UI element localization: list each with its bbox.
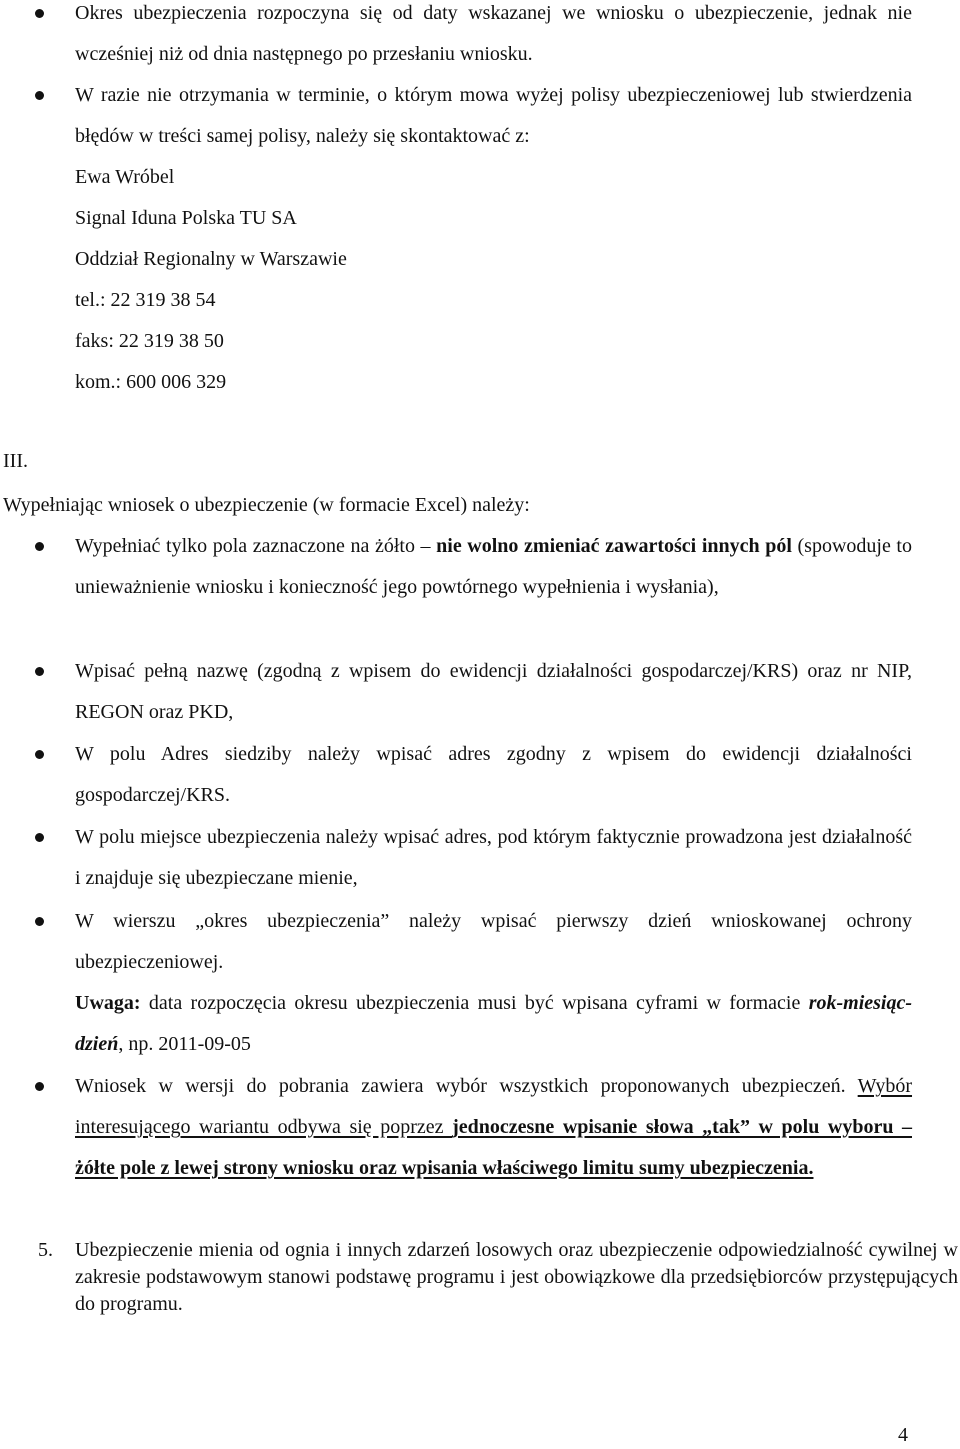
point-basic-insurance: Ubezpieczenie mienia od ognia i innych zdarzeń losowych oraz ubezpieczenie odpowiedzialność cywilnej w zakresie podstawowym stanowi podstawę programu i jest obowiązkowe dla przedsiębiorców przystępujących do programu. [75,1239,958,1315]
bullet-no-policy-contact: W razie nie otrzymania w terminie, o którym mowa wyżej polisy ubezpieczeniowej lub stwierdzenia błędów w treści samej polisy, należy się skontaktować z: [75,84,912,147]
contact-block [75,157,912,403]
bullet-marker [35,750,44,759]
note-text: data rozpoczęcia okresu ubezpieczenia musi być wpisana cyframi w formacie [140,992,809,1014]
note-label: Uwaga: [75,992,141,1014]
bullet-marker [35,917,44,926]
note-date-pattern: rok-miesiąc-dzień [75,992,912,1055]
bullet-insurance-location: W polu miejsce ubezpieczenia należy wpisać adres, pod którym faktycznie prowadzona jest działalność i znajduje się ubezpieczane mienie, [75,826,912,889]
section-intro: Wypełniając wniosek o ubezpieczenie (w formacie Excel) należy: [3,494,530,516]
variant-selection-instruction: jednoczesne wpisanie słowa „tak” w polu wyboru – żółte pole z lewej strony wniosku oraz wpisania właściwego limitu sumy ubezpieczenia. [75,1116,912,1179]
bullet-marker [35,1082,44,1091]
section-numeral: III. [3,450,28,472]
bullet-insurance-period-row: W wierszu „okres ubezpieczenia” należy wpisać pierwszy dzień wnioskowanej ochrony ubezpieczeniowej. [75,910,912,973]
bullet-yellow-fields-warning: nie wolno zmieniać zawartości innych pól [436,535,792,557]
bullet-yellow-fields-consequence: (spowoduje to unieważnienie wniosku i konieczność jego powtórnego wypełnienia i wysłania), [75,535,912,598]
bullet-download-version [75,1066,912,1189]
contact-phone: tel.: 22 319 38 54 [75,289,216,311]
note-example: , np. 2011-09-05 [118,1033,251,1055]
contact-name: Ewa Wróbel [75,166,175,188]
bullet-insurance-period: Okres ubezpieczenia rozpoczyna się od daty wskazanej we wniosku o ubezpieczenie, jednak nie wcześniej niż od dnia następnego po przesłaniu wniosku. [75,2,912,65]
bullet-address-field: W polu Adres siedziby należy wpisać adres zgodny z wpisem do ewidencji działalności gospodarczej/KRS. [75,743,912,806]
note-date-format [75,983,912,1065]
contact-branch: Oddział Regionalny w Warszawie [75,248,347,270]
bullet-marker [35,833,44,842]
variant-selection-text: Wybór interesującego wariantu odbywa się poprzez [75,1075,913,1138]
bullet-marker [35,542,44,551]
point-number: 5. [38,1239,53,1261]
download-version-text: Wniosek w wersji do pobrania zawiera wybór wszystkich proponowanych ubezpieczeń. [75,1075,846,1097]
contact-fax: faks: 22 319 38 50 [75,330,224,352]
bullet-marker [35,667,44,676]
bullet-marker [35,91,44,100]
bullet-yellow-fields [75,526,912,608]
bullet-marker [35,9,44,18]
bullet-full-name: Wpisać pełną nazwę (zgodną z wpisem do ewidencji działalności gospodarczej/KRS) oraz nr NIP, REGON oraz PKD, [75,660,912,723]
contact-company: Signal Iduna Polska TU SA [75,207,297,229]
contact-mobile: kom.: 600 006 329 [75,371,227,393]
bullet-yellow-fields-text: Wypełniać tylko pola zaznaczone na żółto – [75,535,437,557]
page-number: 4 [898,1424,908,1446]
